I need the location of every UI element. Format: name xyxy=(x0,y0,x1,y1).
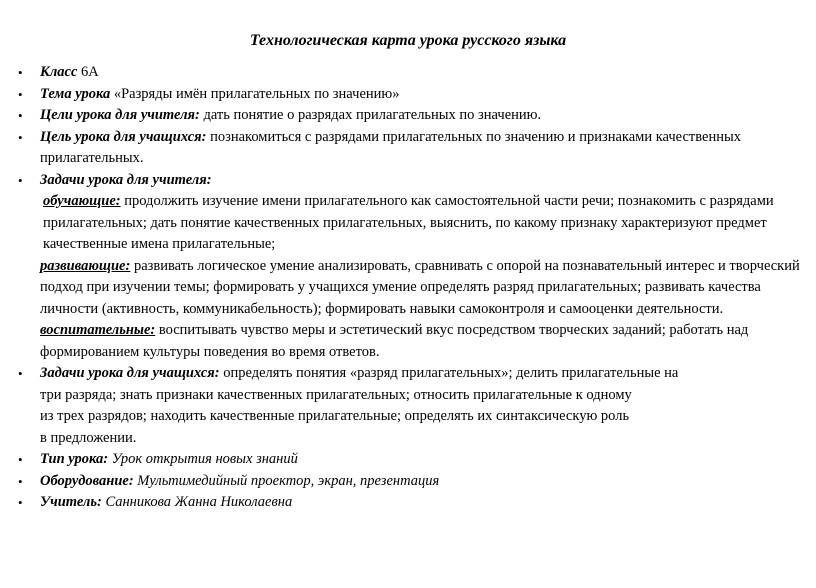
teaching-tasks-label: обучающие: xyxy=(43,193,121,209)
bullet-icon: • xyxy=(18,86,23,102)
class-value: 6А xyxy=(77,64,99,80)
bullet-icon: • xyxy=(18,366,23,381)
teacher-goals-label: Цели урока для учителя: xyxy=(40,107,200,123)
list-item-lesson-type xyxy=(0,449,816,471)
teacher-goals-value: дать понятие о разрядах прилагательных по значению. xyxy=(199,107,542,123)
developing-tasks-text: развивать логическое умение анализировать, сравнивать с опорой на познавательный интерес и творческий подход при изучении темы; формировать у учащихся умение определять разряд прилагательных; развивать качества личности (активность, коммуникабельность); формировать навыки самоконтроля и самооценки деятельности. xyxy=(40,257,800,317)
list-item-student-tasks xyxy=(0,363,816,449)
page-title: Технологическая карта урока русского языка xyxy=(249,32,567,49)
bullet-icon: • xyxy=(18,129,23,145)
student-tasks-line2: три разряда; знать признаки качественных прилагательных; относить прилагательные к одному xyxy=(40,386,632,403)
bullet-icon: • xyxy=(18,172,23,188)
educational-tasks-label: воспитательные: xyxy=(40,322,156,338)
list-item-class xyxy=(0,62,816,84)
educational-tasks xyxy=(40,320,810,363)
equipment-label: Оборудование: xyxy=(40,472,134,489)
topic-value: «Разряды имён прилагательных по значению» xyxy=(110,85,400,102)
equipment-value: Мультимедийный проектор, экран, презентация xyxy=(133,472,440,489)
student-tasks-line4: в предложении. xyxy=(40,429,137,446)
list-item-student-goal xyxy=(0,127,816,170)
developing-tasks-label: развивающие: xyxy=(40,257,131,274)
list-item-equipment xyxy=(0,471,816,493)
teaching-tasks xyxy=(40,191,810,256)
student-goal-value: познакомиться с разрядами прилагательных по значению и признаками качественных прилагательных. xyxy=(40,128,741,166)
teacher-label: Учитель: xyxy=(40,494,102,510)
lesson-type-label: Тип урока: xyxy=(40,451,109,467)
student-tasks-line1: определять понятия «разряд прилагательных»; делить прилагательные на xyxy=(219,365,679,381)
list-item-topic xyxy=(0,84,816,106)
topic-label: Тема урока xyxy=(40,85,111,102)
student-tasks-label: Задачи урока для учащихся: xyxy=(40,365,220,381)
bullet-icon: • xyxy=(18,473,23,489)
bullet-icon: • xyxy=(18,452,23,467)
developing-tasks xyxy=(40,256,810,321)
bullet-icon: • xyxy=(18,108,23,123)
bullet-icon: • xyxy=(18,65,23,80)
list-item-teacher-goals xyxy=(0,105,816,127)
teacher-value: Санникова Жанна Николаевна xyxy=(101,494,293,510)
teaching-tasks-text: продолжить изучение имени прилагательного как самостоятельной части речи; познакомить с разрядами прилагательных; дать понятие качественных прилагательных, выяснить, по какому признаку характеризуют предмет качественные имена прилагательные; xyxy=(43,193,774,252)
lesson-details-list xyxy=(0,62,816,514)
teacher-tasks-label: Задачи урока для учителя: xyxy=(40,171,212,188)
list-item-teacher-tasks xyxy=(0,170,816,364)
class-label: Класс xyxy=(40,64,78,80)
lesson-type-value: Урок открытия новых знаний xyxy=(108,451,298,467)
bullet-icon: • xyxy=(18,495,23,510)
student-tasks-line3: из трех разрядов; находить качественные прилагательные; определять их синтаксическую роль xyxy=(40,408,630,424)
student-goal-label: Цель урока для учащихся: xyxy=(40,128,207,145)
educational-tasks-text: воспитывать чувство меры и эстетический вкус посредством творческих заданий; работать над формированием культуры поведения во время ответов. xyxy=(40,322,749,360)
list-item-teacher xyxy=(0,492,816,514)
